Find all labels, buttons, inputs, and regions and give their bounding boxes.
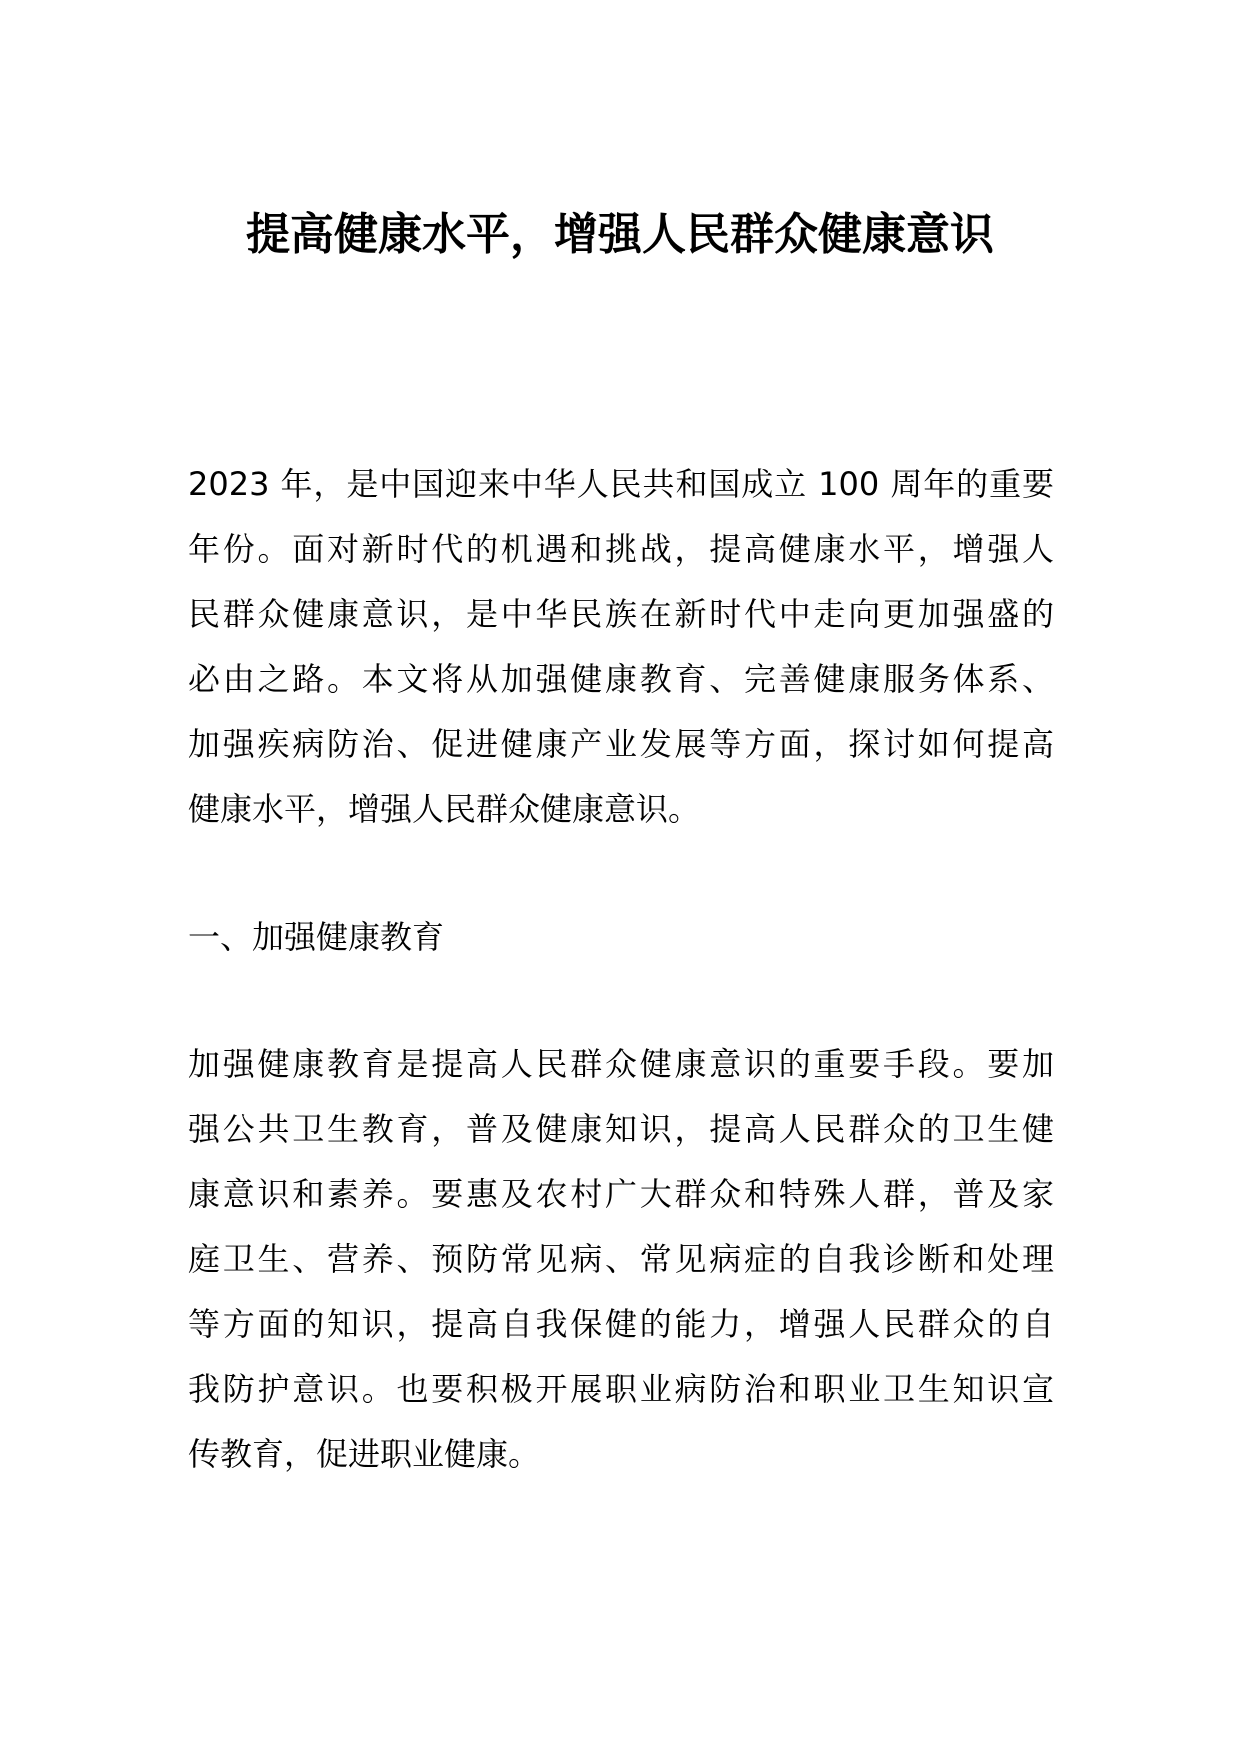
intro-line: 健康水平，增强人民群众健康意识。 xyxy=(188,790,701,828)
section-paragraph xyxy=(188,1032,1054,1487)
intro-line: 必由之路。本文将从加强健康教育、完善健康服务体系、 xyxy=(188,660,1054,698)
section-line: 庭卫生、营养、预防常见病、常见病症的自我诊断和处理 xyxy=(188,1240,1054,1278)
intro-line: 民群众健康意识，是中华民族在新时代中走向更加强盛的 xyxy=(188,595,1054,633)
section-line: 强公共卫生教育，普及健康知识，提高人民群众的卫生健 xyxy=(188,1110,1054,1148)
section-line: 等方面的知识，提高自我保健的能力，增强人民群众的自 xyxy=(188,1305,1054,1343)
document-title: 提高健康水平，增强人民群众健康意识 xyxy=(246,209,994,260)
section-line: 康意识和素养。要惠及农村广大群众和特殊人群，普及家 xyxy=(188,1175,1054,1213)
intro-paragraph xyxy=(188,452,1054,842)
intro-line: 年份。面对新时代的机遇和挑战，提高健康水平，增强人 xyxy=(188,530,1054,568)
section-line: 我防护意识。也要积极开展职业病防治和职业卫生知识宣 xyxy=(188,1370,1054,1408)
section-heading xyxy=(188,905,1054,970)
section-line: 传教育，促进职业健康。 xyxy=(188,1435,541,1473)
section-heading-text: 一、加强健康教育 xyxy=(188,918,445,956)
section-line: 加强健康教育是提高人民群众健康意识的重要手段。要加 xyxy=(188,1045,1054,1083)
intro-line: 加强疾病防治、促进健康产业发展等方面，探讨如何提高 xyxy=(188,725,1054,763)
intro-line: 2023 年，是中国迎来中华人民共和国成立 100 周年的重要 xyxy=(188,465,1054,503)
